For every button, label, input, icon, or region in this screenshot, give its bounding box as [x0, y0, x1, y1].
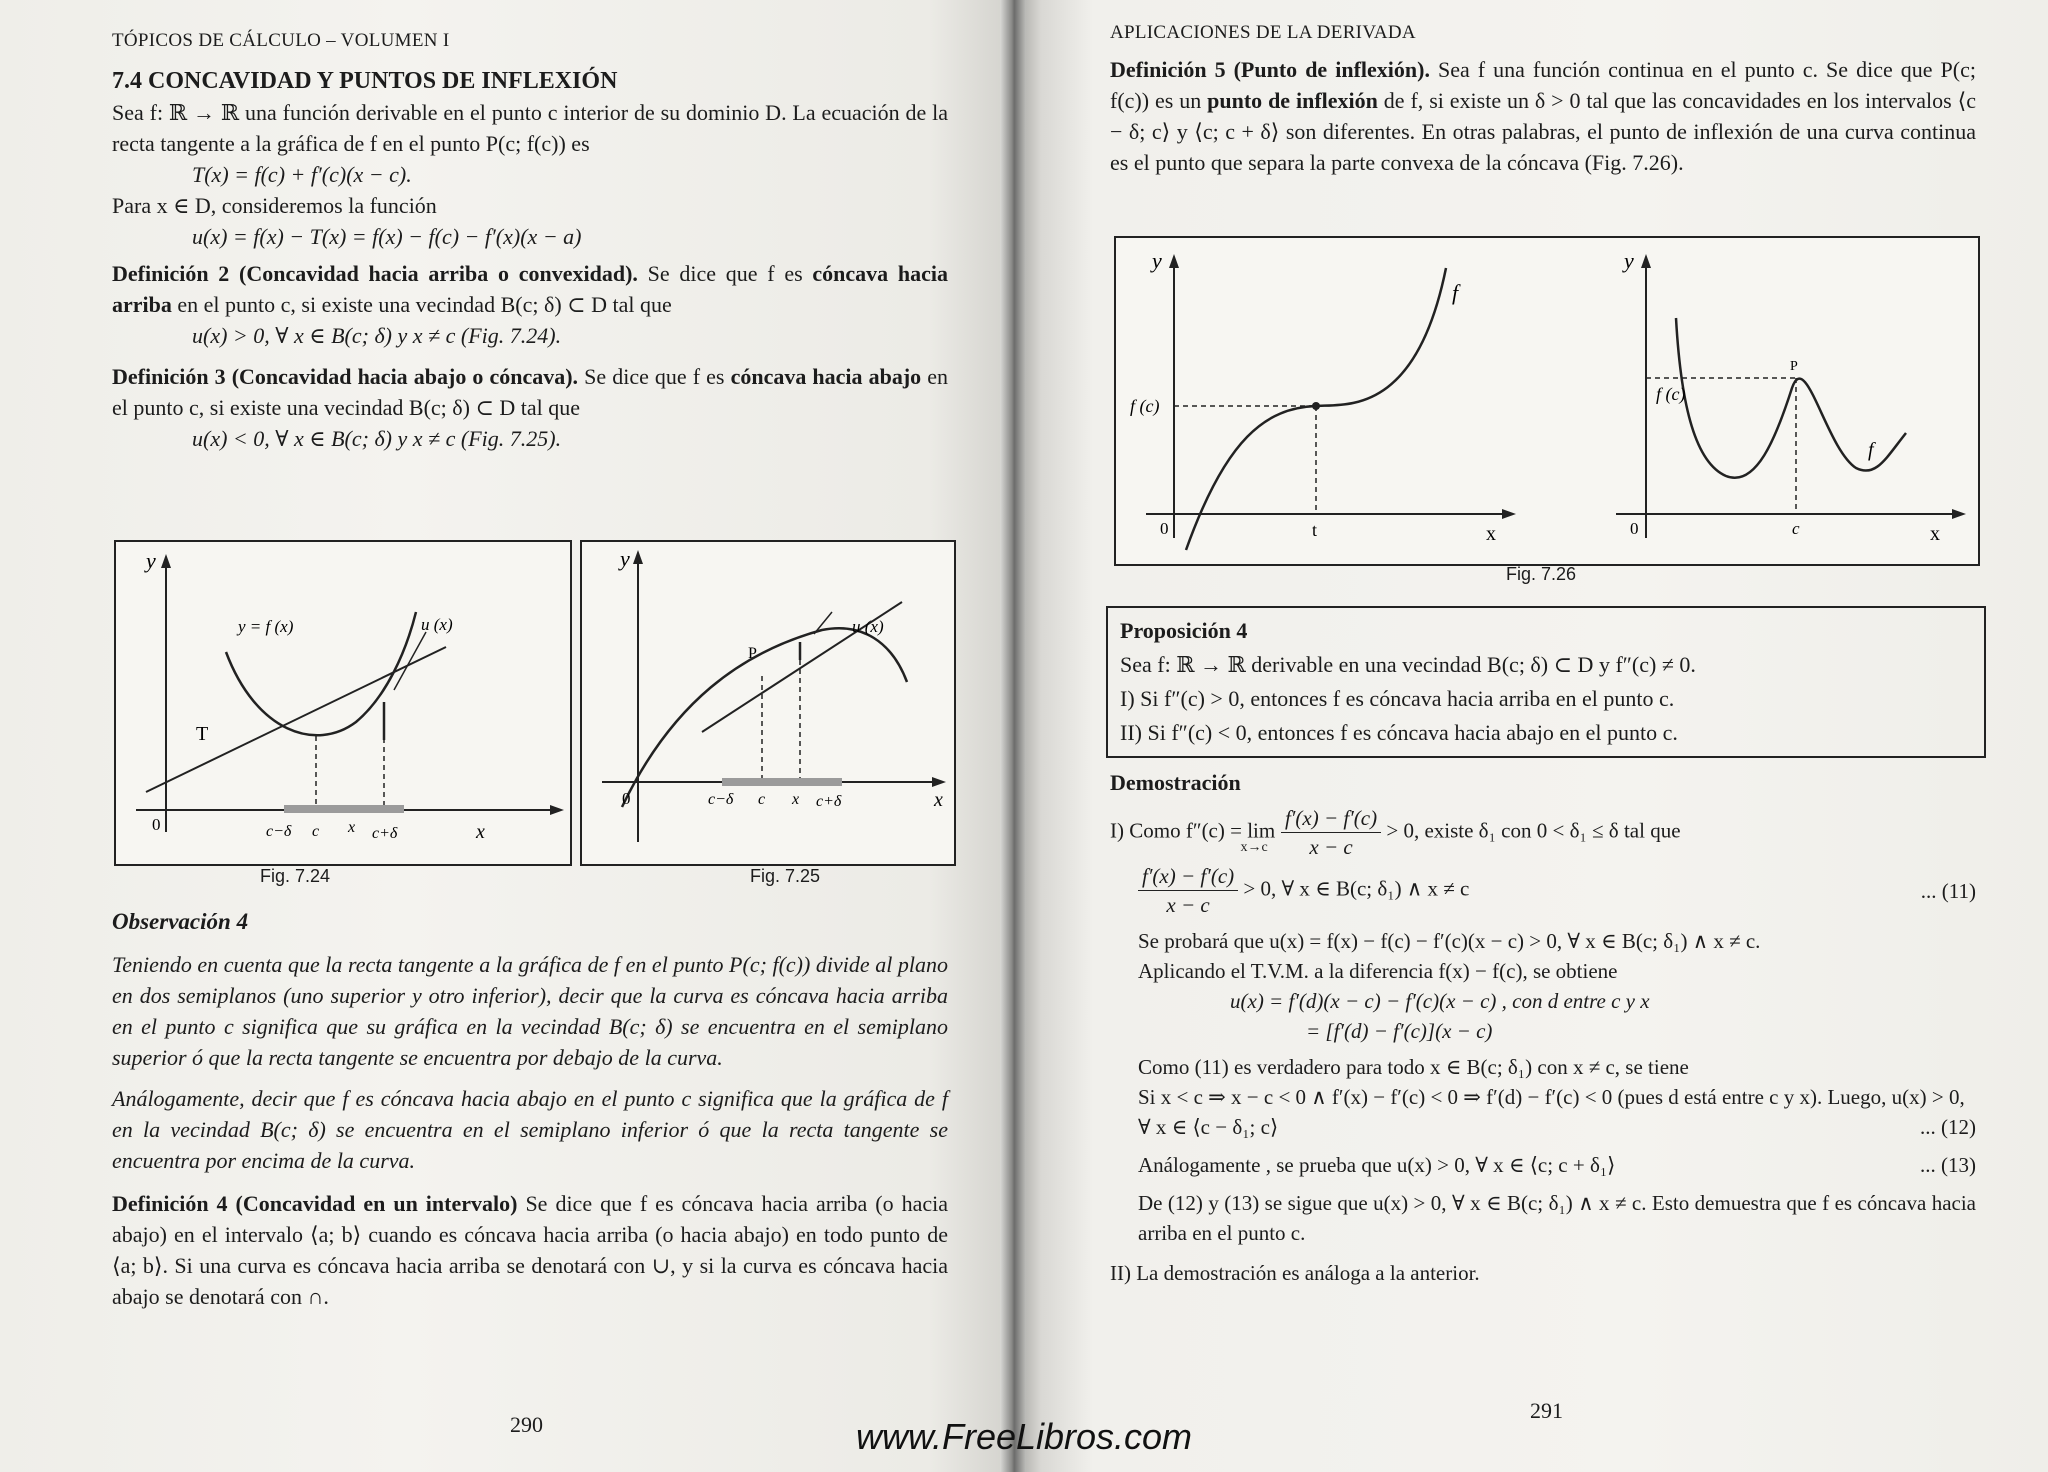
- fig25-x-label: x: [934, 789, 943, 811]
- fig24-c-plus: c+δ: [372, 825, 398, 842]
- fig26b-y-label: y: [1624, 248, 1634, 273]
- equation-u: u(x) = f(x) − T(x) = f(x) − f(c) − f′(x)(x − a): [192, 224, 582, 249]
- consider-line: Para x ∈ D, consideremos la función: [112, 193, 437, 218]
- fig26a-fc-label: f (c): [1130, 396, 1160, 416]
- page-number-right: 291: [1530, 1398, 1563, 1423]
- proof-line-3: Se probará que u(x) = f(x) − f(c) − f′(c)(x − c) > 0, ∀ x ∈ B(c; δ₁) ∧ x ≠ c.: [1138, 929, 1761, 953]
- book-gutter: [1000, 0, 1026, 1472]
- definition-3-equation: u(x) < 0, ∀ x ∈ B(c; δ) y x ≠ c (Fig. 7.25).: [192, 426, 562, 451]
- fig25-caption: Fig. 7.25: [750, 866, 821, 886]
- definition-3: Definición 3 (Concavidad hacia abajo o cóncava). Se dice que f es cóncava hacia abajo en el punto c, si existe una vecindad B(c; δ) ⊂ D tal que: [112, 364, 948, 420]
- fig25-c: c: [758, 791, 766, 808]
- figure-7-25: [580, 540, 956, 866]
- fig25-c-plus: c+δ: [816, 793, 842, 810]
- proposition-line-3: II) Si f″(c) < 0, entonces f es cóncava hacia abajo en el punto c.: [1120, 720, 1678, 745]
- proof-line-2: $\frac{f'(x) - f'(c)}{x - c}$ > 0, ∀ x ∈ B(c; δ₁) ∧ x ≠ c ... (11): [1110, 862, 1976, 922]
- proof-title: Demostración: [1110, 770, 1241, 795]
- fig24-c-minus: c−δ: [266, 823, 292, 840]
- observation-title: Observación 4: [112, 909, 249, 934]
- fig24-y-label: y: [146, 548, 156, 573]
- right-page: [1010, 0, 2048, 1472]
- fig25-x-tick: x: [792, 791, 800, 808]
- definition-5-block: [1110, 54, 1976, 178]
- fig24-c: c: [312, 823, 320, 840]
- running-head-right: APLICACIONES DE LA DERIVADA: [1110, 22, 1416, 43]
- fig26b-x-label: x: [1930, 523, 1940, 545]
- fig25-c-minus: c−δ: [708, 791, 734, 808]
- fig24-x-label: x: [476, 821, 485, 843]
- fig26a-f-label: f: [1452, 280, 1459, 305]
- proposition-line-1: Sea f: ℝ → ℝ derivable en una vecindad B(c; δ) ⊂ D y f″(c) ≠ 0.: [1120, 652, 1696, 677]
- left-body-bottom: [112, 906, 948, 1312]
- fig25-u-label: u (x): [852, 617, 884, 636]
- proof-line-10: De (12) y (13) se sigue que u(x) > 0, ∀ x ∈ B(c; δ₁) ∧ x ≠ c. Esto demuestra que f es cóncava hacia arriba en el punto c.: [1138, 1191, 1976, 1245]
- fig26b-origin: 0: [1630, 519, 1639, 538]
- proof-line-9: Análogamente , se prueba que u(x) > 0, ∀ x ∈ ⟨c; c + δ₁⟩ ... (13): [1138, 1153, 1976, 1177]
- proposition-title: Proposición 4: [1120, 618, 1248, 643]
- proof-line-6: = [f′(d) − f′(c)](x − c): [1306, 1019, 1493, 1043]
- left-page: [0, 0, 1010, 1472]
- left-body-top: [112, 66, 948, 454]
- fig24-x-tick: x: [348, 819, 356, 836]
- fig25-y-label: y: [620, 546, 630, 571]
- watermark: www.FreeLibros.com: [855, 1416, 1193, 1457]
- intro-paragraph: Sea f: ℝ → ℝ una función derivable en el punto c interior de su dominio D. La ecuación de la recta tangente a la gráfica de f en el punto P(c; f(c)) es: [112, 100, 948, 156]
- fig26-caption: Fig. 7.26: [1506, 564, 1577, 584]
- fig26a-y-label: y: [1152, 248, 1162, 273]
- proof-block: [1110, 768, 1976, 1288]
- definition-4: Definición 4 (Concavidad en un intervalo) Se dice que f es cóncava hacia arriba (o hacia abajo) en el intervalo ⟨a; b⟩ cuando es cóncava hacia arriba (o hacia abajo) en todo punto de ⟨a; b⟩. Si una curva es cóncava hacia arriba se denotará con ∪, y si la curva es cóncava hacia abajo se denotará con ∩.: [112, 1191, 948, 1309]
- fig24-caption: Fig. 7.24: [260, 866, 331, 886]
- fig25-p-label: P: [748, 645, 757, 662]
- fig24-f-label: y = f (x): [238, 617, 294, 636]
- equation-tangent: T(x) = f(c) + f′(c)(x − c).: [192, 162, 412, 187]
- observation-paragraph-2: Análogamente, decir que f es cóncava hacia abajo en el punto c significa que la gráfica de f en la vecindad B(c; δ) se encuentra en el semiplano inferior ó que la recta tangente se encuentra por encima de la curva.: [112, 1086, 948, 1173]
- page-number-left: 290: [510, 1412, 543, 1437]
- fig26b-f-label: f: [1868, 439, 1874, 461]
- proof-line-4: Aplicando el T.V.M. a la diferencia f(x) − f(c), se obtiene: [1138, 959, 1618, 983]
- fig26b-p-label: P: [1790, 359, 1798, 374]
- fig24-u-label: u (x): [421, 615, 453, 634]
- fig26a-x-label: x: [1486, 523, 1496, 545]
- proof-line-11: II) La demostración es análoga a la anterior.: [1110, 1261, 1480, 1285]
- fig26b-fc-label: f (c): [1656, 384, 1686, 404]
- proposition-4-box: [1106, 606, 1986, 758]
- definition-5: Definición 5 (Punto de inflexión). Sea f una función continua en el punto c. Se dice que P(c; f(c)) es un punto de inflexión de f, si existe un δ > 0 tal que las concavidades en los intervalos ⟨c − δ; c⟩ y ⟨c; c + δ⟩ son diferentes. En otras palabras, el punto de inflexión de una curva continua es el punto que separa la parte convexa de la cóncava (Fig. 7.26).: [1110, 57, 1976, 175]
- proof-line-7: Como (11) es verdadero para todo x ∈ B(c; δ₁) con x ≠ c, se tiene: [1138, 1055, 1689, 1079]
- fig26a-t-label: t: [1312, 520, 1318, 540]
- definition-2-equation: u(x) > 0, ∀ x ∈ B(c; δ) y x ≠ c (Fig. 7.24).: [192, 323, 562, 348]
- proof-line-5: u(x) = f′(d)(x − c) − f′(c)(x − c) , con d entre c y x: [1230, 989, 1650, 1013]
- fig24-tangent-label: T: [196, 723, 209, 745]
- running-head-left: TÓPICOS DE CÁLCULO – VOLUMEN I: [112, 30, 450, 51]
- proof-line-8: Si x < c ⇒ x − c < 0 ∧ f′(x) − f′(c) < 0 ⇒ f′(d) − f′(c) < 0 (pues d está entre c y x). Luego, u(x) > 0, ∀ x ∈ ⟨c − δ₁; c⟩ ... (12): [1138, 1085, 1976, 1139]
- observation-paragraph-1: Teniendo en cuenta que la recta tangente a la gráfica de f en el punto P(c; f(c)) divide al plano en dos semiplanos (uno superior y otro inferior), decir que la curva es cóncava hacia arriba en el punto c significa que su gráfica en la vecindad B(c; δ) se encuentra en el semiplano superior ó que la recta tangente se encuentra por debajo de la curva.: [112, 952, 948, 1070]
- fig26a-origin: 0: [1160, 519, 1169, 538]
- definition-2: Definición 2 (Concavidad hacia arriba o convexidad). Se dice que f es cóncava hacia arriba en el punto c, si existe una vecindad B(c; δ) ⊂ D tal que: [112, 261, 949, 317]
- section-title: 7.4 CONCAVIDAD Y PUNTOS DE INFLEXIÓN: [112, 68, 618, 94]
- proof-line-1: I) Como f″(c) = lim $_{x\to c}$ $\frac{f'(x) - f'(c)}{x - c}$ > 0, existe δ₁ con 0 < δ₁ ≤ δ tal que: [1110, 806, 1681, 859]
- figure-7-24: [114, 540, 572, 866]
- proposition-line-2: I) Si f″(c) > 0, entonces f es cóncava hacia arriba en el punto c.: [1120, 686, 1675, 711]
- fig25-origin: 0: [622, 789, 631, 808]
- fig26b-c-label: c: [1792, 519, 1800, 538]
- fig24-origin: 0: [152, 815, 161, 834]
- figure-7-26: [1114, 236, 1980, 566]
